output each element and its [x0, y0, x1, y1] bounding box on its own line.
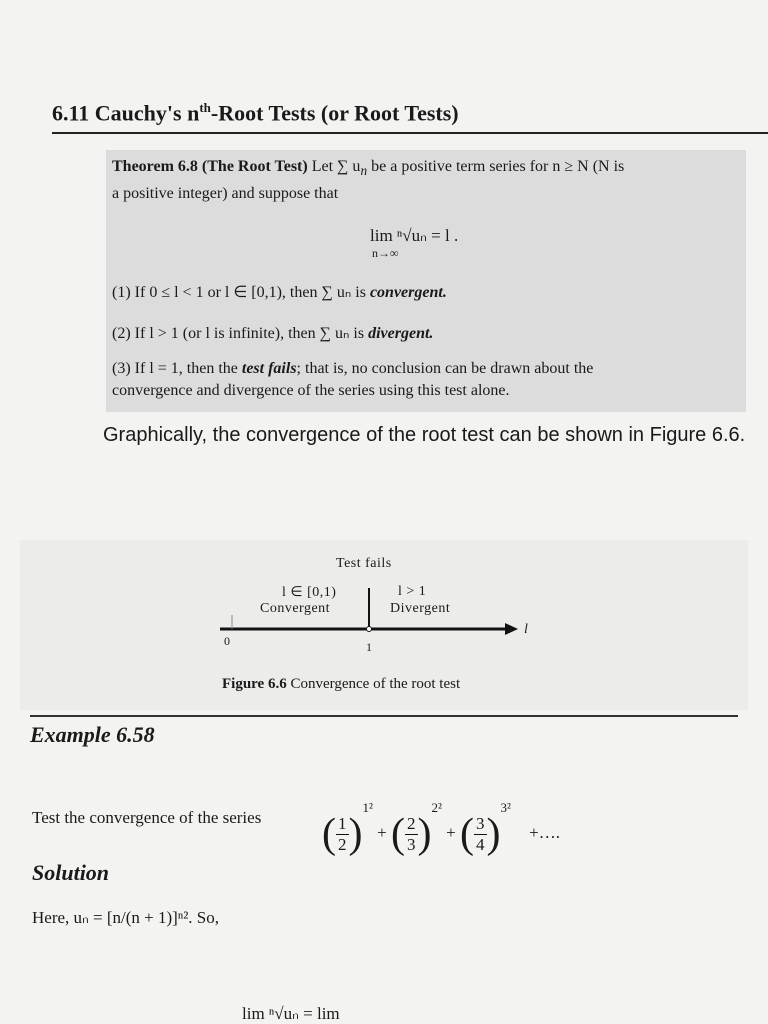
item1-text: (1) If 0 ≤ l < 1 or l ∈ [0,1), then ∑ uₙ is	[112, 284, 370, 301]
item3-emphasis: test fails	[241, 360, 297, 377]
term3-exp: 3²	[500, 800, 511, 815]
figure-one-label: 1	[366, 640, 373, 654]
theorem-line1-sub: n	[360, 163, 368, 179]
section-number: 6.11	[52, 100, 90, 126]
series-term-3-fraction	[474, 814, 487, 855]
figure-test-fails: Test fails	[336, 556, 392, 571]
one-point	[367, 627, 372, 632]
solution-limit-partial: lim ⁿ√uₙ = lim	[242, 1004, 340, 1023]
figure-left-label: Convergent	[260, 601, 331, 616]
figure-left-condition: l ∈ [0,1)	[282, 585, 337, 600]
theorem-line1-rest: Let ∑ u	[307, 158, 361, 175]
figure-origin-label: 0	[224, 634, 231, 648]
term1-den: 2	[338, 834, 347, 854]
item1-emphasis: convergent.	[369, 284, 447, 301]
series-tail: +….	[529, 823, 560, 842]
example-heading: Example 6.58	[30, 722, 155, 747]
series-term-1-fraction	[336, 814, 349, 855]
theorem-line-2: a positive integer) and suppose that	[112, 185, 339, 202]
graphically-text: Graphically, the convergence of the root test can be shown in Figure 6.6.	[103, 424, 746, 446]
theorem-line1-tail: be a positive term series for n ≥ N (N is	[367, 158, 625, 175]
example-statement	[32, 808, 261, 828]
solution-heading: Solution	[32, 860, 110, 885]
item3-pre: (3) If l = 1, then the	[112, 360, 242, 377]
term3-num: 3	[476, 813, 485, 833]
limit-formula: lim ⁿ√uₙ = l .	[370, 226, 459, 245]
figure-right-condition: l > 1	[398, 584, 427, 599]
series-expression: ( $\frac{1}{2}$ )$^{1^2}$ + ( $\frac{2}{3}$ )$^{2^2}$ + ( $\frac{3}{4}$ )$^{3^2}$ +….	[322, 800, 560, 858]
section-title-suffix: -Root Tests (or Root Tests)	[210, 100, 459, 126]
series-term-2-fraction	[405, 814, 418, 855]
term2-den: 3	[407, 834, 416, 854]
term1-exp: 1²	[362, 800, 373, 815]
item2-emphasis: divergent.	[368, 325, 434, 342]
caption-text: Convergence of the root test	[286, 676, 461, 692]
figure-caption	[222, 676, 460, 693]
figure-axis-variable: l	[524, 622, 529, 637]
term2-exp: 2²	[431, 800, 442, 815]
solution-line: Here, uₙ = [n/(n + 1)]ⁿ². So,	[32, 908, 219, 927]
item3-post: ; that is, no conclusion can be drawn about the	[296, 360, 594, 377]
term3-den: 4	[476, 834, 485, 854]
section-title-sup: th	[199, 100, 211, 115]
theorem-item-3-line2: convergence and divergence of the series using this test alone.	[112, 382, 510, 399]
term1-num: 1	[338, 813, 347, 833]
example-divider	[30, 715, 738, 717]
item2-text: (2) If l > 1 (or l is infinite), then ∑ uₙ is	[112, 325, 369, 342]
figure-right-label: Divergent	[390, 601, 451, 616]
plus-2: +	[446, 823, 456, 842]
caption-bold: Figure 6.6	[222, 676, 287, 692]
theorem-heading: Theorem 6.8 (The Root Test)	[112, 158, 308, 175]
term2-num: 2	[407, 813, 416, 833]
section-title-prefix: Cauchy's n	[94, 100, 200, 126]
axis-arrowhead	[505, 623, 518, 635]
plus-1: +	[377, 823, 387, 842]
limit-under: n→∞	[372, 246, 399, 260]
example-statement-text: Test the convergence of the series	[32, 808, 262, 827]
